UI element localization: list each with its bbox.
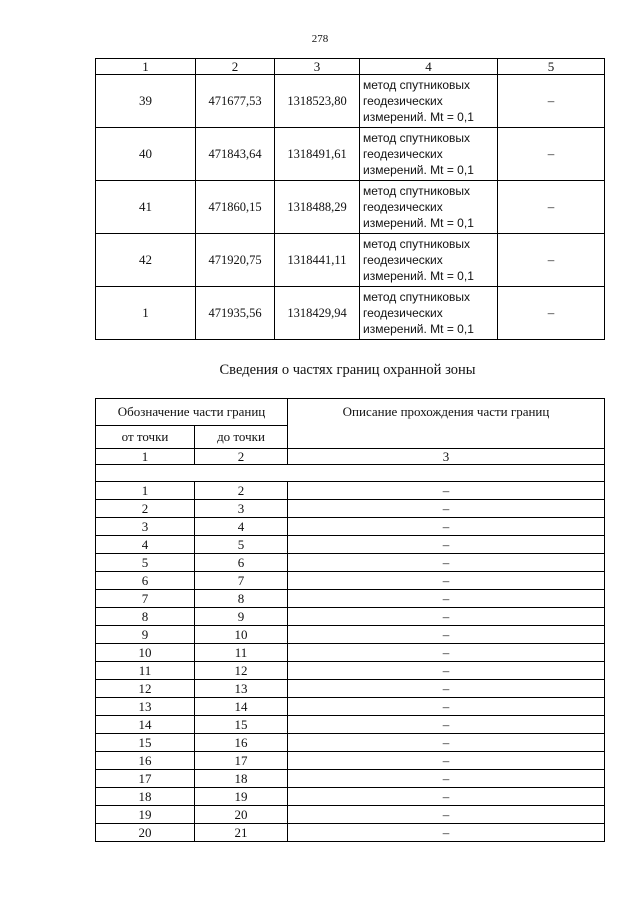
description-cell: – <box>288 554 605 572</box>
coordinates-row <box>96 287 605 340</box>
description-cell: – <box>288 662 605 680</box>
note-cell: – <box>498 181 605 234</box>
to-point-cell: 4 <box>195 518 288 536</box>
blank-row <box>96 465 605 482</box>
description-cell: – <box>288 698 605 716</box>
description-cell: – <box>288 734 605 752</box>
method-line: измерений. Mt = 0,1 <box>363 163 474 177</box>
method-line: метод спутниковых <box>363 131 471 145</box>
from-point-cell: 3 <box>96 518 195 536</box>
from-point-cell: 1 <box>96 482 195 500</box>
blank-cell <box>96 465 605 482</box>
from-point-cell: 8 <box>96 608 195 626</box>
segment-row <box>96 482 605 500</box>
description-cell: – <box>288 608 605 626</box>
description-cell: – <box>288 752 605 770</box>
note-cell: – <box>498 75 605 128</box>
note-cell: – <box>498 234 605 287</box>
segment-row <box>96 500 605 518</box>
segment-row <box>96 536 605 554</box>
to-point-cell: 9 <box>195 608 288 626</box>
segment-row <box>96 590 605 608</box>
from-point-cell: 16 <box>96 752 195 770</box>
header-cell: 3 <box>275 59 360 75</box>
y-coordinate-cell: 1318491,61 <box>275 128 360 181</box>
to-point-cell: 5 <box>195 536 288 554</box>
to-point-cell: 16 <box>195 734 288 752</box>
segment-row <box>96 752 605 770</box>
method-cell <box>360 287 498 340</box>
from-point-cell: 6 <box>96 572 195 590</box>
coordinates-header-row <box>96 59 605 75</box>
description-cell: – <box>288 716 605 734</box>
segment-row <box>96 662 605 680</box>
to-point-cell: 10 <box>195 626 288 644</box>
method-cell <box>360 181 498 234</box>
description-cell: – <box>288 770 605 788</box>
method-line: геодезических <box>363 200 443 214</box>
x-coordinate-cell: 471860,15 <box>196 181 275 234</box>
header-cell: 4 <box>360 59 498 75</box>
y-coordinate-cell: 1318523,80 <box>275 75 360 128</box>
description-cell: – <box>288 644 605 662</box>
segment-row <box>96 806 605 824</box>
note-cell: – <box>498 287 605 340</box>
coordinates-row <box>96 181 605 234</box>
from-point-cell: 14 <box>96 716 195 734</box>
method-cell <box>360 75 498 128</box>
y-coordinate-cell: 1318488,29 <box>275 181 360 234</box>
description-cell: – <box>288 500 605 518</box>
y-coordinate-cell: 1318441,11 <box>275 234 360 287</box>
segments-number-row <box>96 449 605 465</box>
coordinates-table <box>95 58 605 340</box>
segment-row <box>96 698 605 716</box>
from-point-cell: 5 <box>96 554 195 572</box>
description-cell: – <box>288 626 605 644</box>
to-point-cell: 12 <box>195 662 288 680</box>
to-point-cell: 20 <box>195 806 288 824</box>
from-point-cell: 19 <box>96 806 195 824</box>
to-point-cell: 2 <box>195 482 288 500</box>
header-cell: 1 <box>96 449 195 465</box>
description-cell: – <box>288 788 605 806</box>
from-point-cell: 4 <box>96 536 195 554</box>
from-point-cell: 15 <box>96 734 195 752</box>
segment-row <box>96 824 605 842</box>
point-number-cell: 1 <box>96 287 196 340</box>
method-line: геодезических <box>363 306 443 320</box>
x-coordinate-cell: 471843,64 <box>196 128 275 181</box>
to-point-cell: 13 <box>195 680 288 698</box>
method-cell <box>360 128 498 181</box>
to-point-cell: 7 <box>195 572 288 590</box>
from-point-cell: 17 <box>96 770 195 788</box>
segment-row <box>96 626 605 644</box>
header-group-cell: Обозначение части границ <box>96 399 288 426</box>
header-cell: 2 <box>196 59 275 75</box>
segment-row <box>96 572 605 590</box>
point-number-cell: 41 <box>96 181 196 234</box>
segment-row <box>96 554 605 572</box>
point-number-cell: 42 <box>96 234 196 287</box>
description-cell: – <box>288 482 605 500</box>
header-description-cell: Описание прохождения части границ <box>288 399 605 449</box>
from-point-cell: 20 <box>96 824 195 842</box>
to-point-cell: 17 <box>195 752 288 770</box>
to-point-cell: 3 <box>195 500 288 518</box>
method-line: измерений. Mt = 0,1 <box>363 269 474 283</box>
header-cell: 3 <box>288 449 605 465</box>
coordinates-row <box>96 128 605 181</box>
to-point-cell: 21 <box>195 824 288 842</box>
to-point-cell: 15 <box>195 716 288 734</box>
method-cell <box>360 234 498 287</box>
method-line: метод спутниковых <box>363 237 471 251</box>
point-number-cell: 39 <box>96 75 196 128</box>
header-from-cell: от точки <box>96 426 195 449</box>
description-cell: – <box>288 806 605 824</box>
description-cell: – <box>288 536 605 554</box>
segments-header-row <box>96 399 605 426</box>
method-line: измерений. Mt = 0,1 <box>363 322 474 336</box>
segment-row <box>96 608 605 626</box>
method-line: измерений. Mt = 0,1 <box>363 110 474 124</box>
description-cell: – <box>288 680 605 698</box>
method-line: метод спутниковых <box>363 184 471 198</box>
y-coordinate-cell: 1318429,94 <box>275 287 360 340</box>
method-line: метод спутниковых <box>363 290 471 304</box>
from-point-cell: 7 <box>96 590 195 608</box>
method-line: геодезических <box>363 94 443 108</box>
segment-row <box>96 734 605 752</box>
note-cell: – <box>498 128 605 181</box>
to-point-cell: 19 <box>195 788 288 806</box>
segment-row <box>96 518 605 536</box>
boundary-segments-table <box>95 398 605 842</box>
header-cell: 5 <box>498 59 605 75</box>
method-line: метод спутниковых <box>363 78 471 92</box>
segment-row <box>96 716 605 734</box>
description-cell: – <box>288 518 605 536</box>
to-point-cell: 11 <box>195 644 288 662</box>
x-coordinate-cell: 471935,56 <box>196 287 275 340</box>
segment-row <box>96 680 605 698</box>
coordinates-row <box>96 234 605 287</box>
from-point-cell: 11 <box>96 662 195 680</box>
method-line: измерений. Mt = 0,1 <box>363 216 474 230</box>
x-coordinate-cell: 471920,75 <box>196 234 275 287</box>
to-point-cell: 6 <box>195 554 288 572</box>
header-cell: 2 <box>195 449 288 465</box>
to-point-cell: 14 <box>195 698 288 716</box>
to-point-cell: 18 <box>195 770 288 788</box>
segment-row <box>96 788 605 806</box>
description-cell: – <box>288 590 605 608</box>
page-number: 278 <box>311 33 329 45</box>
from-point-cell: 9 <box>96 626 195 644</box>
method-line: геодезических <box>363 147 443 161</box>
header-cell: 1 <box>96 59 196 75</box>
description-cell: – <box>288 572 605 590</box>
coordinates-row <box>96 75 605 128</box>
from-point-cell: 2 <box>96 500 195 518</box>
from-point-cell: 18 <box>96 788 195 806</box>
x-coordinate-cell: 471677,53 <box>196 75 275 128</box>
segment-row <box>96 644 605 662</box>
header-to-cell: до точки <box>195 426 288 449</box>
section-title: Сведения о частях границ охранной зоны <box>219 362 476 378</box>
to-point-cell: 8 <box>195 590 288 608</box>
method-line: геодезических <box>363 253 443 267</box>
from-point-cell: 12 <box>96 680 195 698</box>
from-point-cell: 13 <box>96 698 195 716</box>
point-number-cell: 40 <box>96 128 196 181</box>
segment-row <box>96 770 605 788</box>
from-point-cell: 10 <box>96 644 195 662</box>
description-cell: – <box>288 824 605 842</box>
